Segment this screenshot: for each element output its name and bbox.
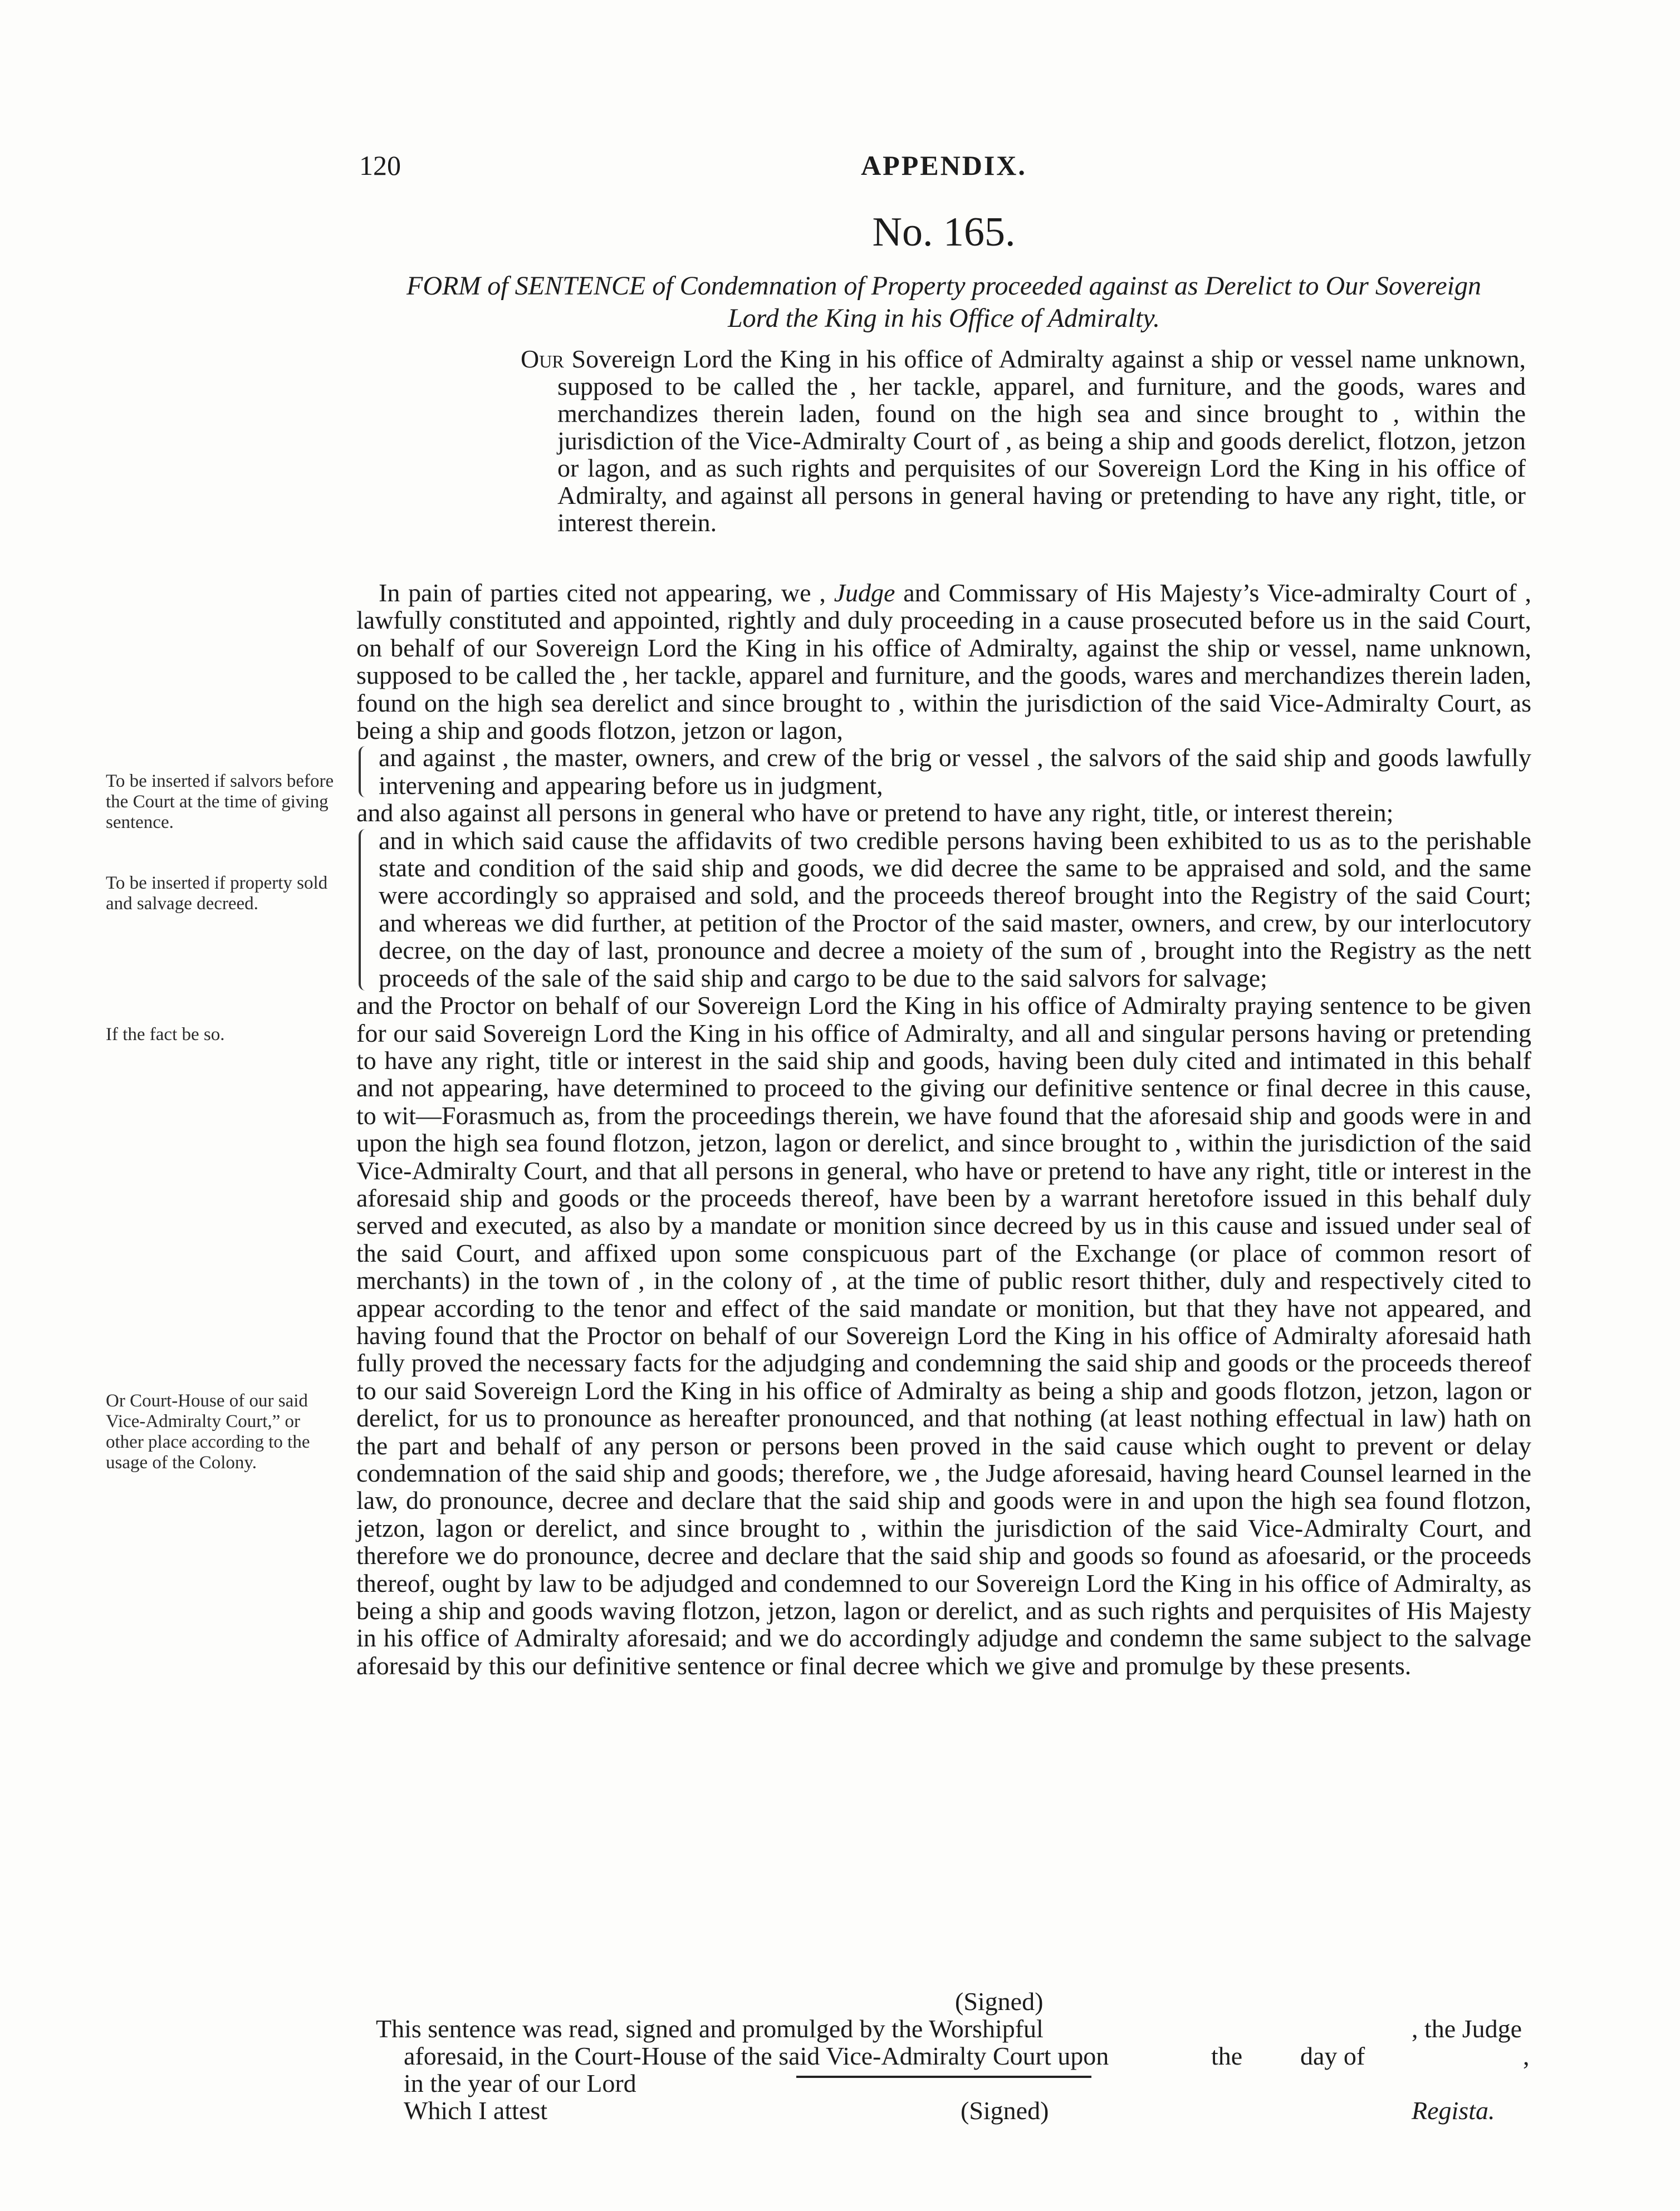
signature-block — [365, 1988, 1534, 2124]
body-insert-salvors — [356, 744, 1531, 799]
sentence-body — [356, 579, 1531, 1679]
sig-line4-a: Which I attest — [404, 2096, 548, 2125]
body-paragraph-3: and also against all persons in general who have or pretend to have any right, title, or interest therein; — [356, 798, 1394, 827]
sig-line2-c: day of — [1300, 2042, 1365, 2070]
title-of: of — [481, 271, 515, 301]
signed-1: (Signed) — [955, 1987, 1044, 2016]
form-title — [390, 270, 1498, 335]
body-paragraph-5: and the Proctor on behalf of our Sovereign Lord the King in his office of Admiralty praying sentence to be given for our said Sovereign Lord the King in his office of Admiralty, and all and singular persons having or pretending to have any right, title or interest in the said ship and goods, having been duly cited and intimated in this behalf and not appearing, have determined to proceed to the giving our definitive sentence or final decree in this cause, to wit—Forasmuch as, from the proceedings therein, we have found that the aforesaid ship and goods were in and upon the high sea found flotzon, jetzon, lagon or derelict, and since brought to , within the jurisdiction of the said Vice-Admiralty Court, and that all persons in general, who have or pretend to have any right, title or interest in the aforesaid ship and goods or the proceeds thereof, have been by a warrant heretofore issued in this behalf duly served and executed, as also by a mandate or monition since decreed by us in this cause and issued under seal of the said Court, and affixed upon some conspicuous part of the Exchange (or place of common resort of merchants) in the town of , in the colony of , at the time of public resort thither, duly and respectively cited to appear according to the tenor and effect of the said mandate or monition, but that they have not appeared, and having found that the Proctor on behalf of our Sovereign Lord the King in his office of Admiralty aforesaid hath fully proved the necessary facts for the adjudging and condemning the said ship and goods or the proceeds thereof to our said Sovereign Lord the King in his office of Admiralty as being a ship and goods flotzon, jetzon, lagon or derelict, for us to pronounce as hereafter pronounced, and that nothing (at least nothing effectual in law) hath on the part and behalf of any person or persons been proved in the said cause which ought to prevent or delay condemnation of the said ship and goods; therefore, we , the Judge aforesaid, having heard Counsel learned in the law, do pronounce, decree and declare that the said ship and goods were in and upon the high sea found flotzon, jetzon, lagon or derelict, and since brought to , within the jurisdiction of the said Vice-Admiralty Court, and therefore we do pronounce, decree and declare that the said ship and goods so found as afoesarid, or the proceeds thereof, ought by law to be adjudged and condemned to our Sovereign Lord the King in his office of Admiralty, as being a ship and goods waving flotzon, jetzon, lagon or derelict, and as such rights and perquisites of His Majesty in his office of Admiralty aforesaid; and we do accordingly adjudge and condemn the same subject to the salvage aforesaid by this our definitive sentence or final decree which we give and promulge by these presents. — [356, 991, 1531, 1680]
body-p1-a: In pain of parties cited not appearing, we , — [379, 579, 834, 607]
sig-line1-a: This sentence was read, signed and promulged by the Worshipful — [376, 2014, 1044, 2043]
signed-2: (Signed) — [961, 2096, 1049, 2125]
title-sentence: SENTENCE — [515, 271, 646, 301]
margin-note-salvors: To be inserted if salvors before the Court at the time of giving sentence. — [106, 771, 334, 832]
margin-note-fact: If the fact be so. — [106, 1024, 225, 1045]
sig-line1-b: , the Judge — [1412, 2014, 1522, 2043]
form-number: No. 165. — [872, 209, 1016, 255]
body-paragraph-1 — [356, 579, 1531, 744]
sig-line2-a: aforesaid, in the Court-House of the said Vice-Admiralty Court upon — [404, 2042, 1109, 2070]
page-number: 120 — [359, 150, 401, 181]
margin-note-court-house: Or Court-House of our said Vice-Admiralty Court,” or other place according to the usage of the Colony. — [106, 1391, 310, 1473]
body-p4: and in which said cause the affidavits of two credible persons having been exhibited to us as to the perishable state and condition of the said ship and goods, we did decree the same to be appraised and sold, and the same were accordingly so appraised and sold, and the proceeds thereof brought into the Registry of the said Court; and whereas we did further, at petition of the Proctor of the said master, owners, and crew, by our interlocutory decree, on the day of last, pronounce and decree a moiety of the sum of , brought into the Registry as the nett proceeds of the sale of the said ship and cargo to be due to the said salvors for salvage; — [379, 826, 1531, 992]
caption-text: Sovereign Lord the King in his office of Admiralty against a ship or vessel name unknown, supposed to be called the , her tackle, apparel, and furniture, and the goods, wares and merchandizes therein laden, found on the high sea and since brought to , within the jurisdiction of the Vice-Admiralty Court of , as being a ship and goods derelict, flotzon, jetzon or lagon, and as such rights and perquisites of our Sovereign Lord the King in his office of Admiralty, and against all persons in general having or pretending to have any right, title, or interest therein. — [557, 345, 1526, 537]
title-rest: of Condemnation of Property proceeded against as Derelict to Our Sovereign Lord the King in his Office of Admiralty. — [645, 271, 1481, 333]
case-caption — [521, 345, 1526, 536]
caption-first-word: Our — [521, 345, 564, 373]
sig-line2-b: the — [1211, 2042, 1243, 2070]
signature-rule — [796, 2076, 1091, 2078]
sig-line2-d: , — [1523, 2042, 1530, 2070]
brace-salvors — [359, 746, 368, 797]
registrar: Regista. — [1412, 2096, 1495, 2125]
body-p1-judge: Judge — [834, 579, 895, 607]
body-p2: and against , the master, owners, and crew of the brig or vessel , the salvors of the said ship and goods lawfully intervening and appearing before us in judgment, — [379, 743, 1531, 800]
title-form: FORM — [406, 271, 481, 301]
body-p1-b: and Commissary of His Majesty’s Vice-admiralty Court of , lawfully constituted and appointed, rightly and duly proceeding in a cause prosecuted before us in the said Court, on behalf of our Sovereign Lord the King in his office of Admiralty, against the ship or vessel, name unknown, supposed to be called the , her tackle, apparel and furniture, and the goods, wares and merchandizes therein laden, found on the high sea derelict and since brought to , within the jurisdiction of the said Vice-Admiralty Court, as being a ship and goods flotzon, jetzon or lagon, — [356, 579, 1531, 745]
body-insert-sale — [356, 827, 1531, 992]
brace-sale — [359, 829, 368, 991]
sig-line3: in the year of our Lord — [404, 2069, 636, 2097]
running-title: APPENDIX. — [861, 150, 1027, 181]
margin-note-property-sold: To be inserted if property sold and salvage decreed. — [106, 873, 328, 914]
